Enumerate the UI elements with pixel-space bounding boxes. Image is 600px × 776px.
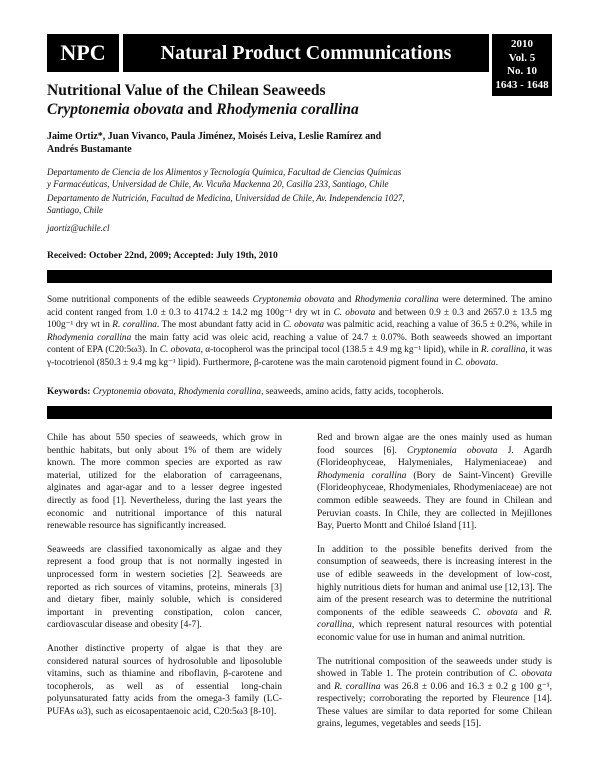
- paragraph-text: was 26.8 ± 0.06 and 16.3 ± 0.2 g 100 g⁻¹, respectively; corroborating the reported by Fleurence [14]. These values are similar to data reported for some Chilean grains, legumes, vegetables and seeds [15].: [317, 681, 553, 730]
- issue-volume: Vol. 5: [508, 51, 536, 64]
- abstract-text: was palmitic acid, reaching a value of 36.5 ± 0.2%, while in: [324, 320, 552, 331]
- affiliation-2: [47, 192, 467, 216]
- paragraph: Seaweeds are classified taxonomically as algae and they represent a food group that is not normally ingested in unprocessed form in western societies [2]. Seaweeds are reported as rich sources of vitamins, proteins, minerals [3] and dietary fiber, mainly soluble, which is considered important in preventing constipation, colon cancer, cardiovascular disease and obesity [4-7].: [47, 544, 282, 631]
- affiliation-2-line2: Santiago, Chile: [47, 205, 103, 215]
- abstract-text: , it was γ-tocotrienol (850.3 ± 9.4 mg kg⁻¹ lipid). Furthermore, β-carotene was the main carotenoid pigment found in: [47, 345, 552, 368]
- paragraph: [317, 544, 552, 645]
- species-name: R. corallina: [317, 607, 552, 631]
- journal-title: Natural Product Communications: [123, 34, 489, 72]
- species-name: Rhodymenia corallina: [354, 295, 439, 305]
- paragraph-text: and: [517, 607, 544, 618]
- paragraph: Another distinctive property of algae is that they are considered natural sources of hydrosoluble and liposoluble vitamins, such as thiamine and riboflavin, β-carotene and tocopherols, as well as of essential long-chain polyunsaturated fatty acids from the omega-3 family (LC-PUFAs ω3), such as eicosapentaenoic acid, C20:5ω3 [8-10].: [47, 643, 282, 717]
- article-title-line1: Nutritional Value of the Chilean Seaweeds: [47, 82, 326, 99]
- paragraph-text: and: [317, 681, 335, 692]
- divider-bar-bottom: [47, 406, 552, 419]
- author-list: [47, 130, 387, 156]
- species-name: Rhodymenia corallina: [317, 470, 407, 481]
- species-name: R. corallina: [112, 320, 157, 331]
- affiliation-1-line1: Departamento de Ciencia de los Alimentos y Tecnología Química, Facultad de Ciencias Químicas: [47, 167, 402, 177]
- keywords-label: Keywords:: [47, 387, 91, 397]
- paragraph: Chile has about 550 species of seaweeds, which grow in benthic habitats, but only about 1% of them are widely known. The more common species are exported as raw material, utilized for the elaboration of carrageenans, alginates and agar-agar and to a lesser degree ingested directly as food [1]. Nevertheless, during the last years the economic and nutritional importance of this natural renewable resource has significantly increased.: [47, 433, 282, 532]
- body-column-right: [317, 432, 552, 742]
- article-title-line2: [47, 101, 359, 119]
- journal-badge: NPC: [47, 34, 119, 72]
- species-name: Cryptonemia obovata: [252, 295, 335, 305]
- species-name: C. obovata: [472, 607, 518, 618]
- authors-line1: Jaime Ortiz*, Juan Vivanco, Paula Jiménez, Moisés Leiva, Leslie Ramírez and: [47, 131, 382, 142]
- issue-number: No. 10: [507, 65, 537, 77]
- species-name: C. obovata: [283, 320, 325, 331]
- keywords-rest: , seaweeds, amino acids, fatty acids, tocopherols.: [261, 387, 444, 397]
- species-name: Rhodymenia corallina: [47, 332, 132, 343]
- species-name: R. corallina: [480, 345, 526, 356]
- title-and: and: [183, 101, 217, 118]
- species-name: R. corallina: [334, 681, 381, 692]
- paragraph-text: (Bory de Saint-Vincent) Greville (Florideophyceae, Rhodymeniales, Rhodymeniaceae) are not common edible seaweeds. They are found in Chilean and Peruvian coasts. In Chile, they are collected in Mejillones Bay, Puerto Montt and Chiloé Island [11].: [317, 470, 552, 532]
- paragraph-text: In addition to the possible benefits derived from the consumption of seaweeds, there is increasing interest in the use of edible seaweeds in the development of low-cost, highly nutritious diets for human and animal use [12,13]. The aim of the present research was to determine the nutritional components of the edible seaweeds: [317, 544, 552, 618]
- species-name: C. obovata: [159, 345, 201, 356]
- affiliation-2-line1: Departamento de Nutrición, Facultad de Medicina, Universidad de Chile, Av. Independencia 1027,: [47, 193, 405, 203]
- abstract-text: .: [495, 357, 499, 368]
- title-species-1: Cryptonemia obovata: [47, 101, 184, 118]
- issue-info: [492, 34, 552, 96]
- species-name: C. obovata: [454, 357, 496, 368]
- keyword: Rhodymenia corallina: [178, 387, 262, 397]
- issue-pages: 1643 - 1648: [495, 78, 549, 91]
- keyword: Cryptonemia obovata: [92, 387, 174, 397]
- body-column-left: [47, 432, 282, 729]
- paragraph-text: The nutritional composition of the seaweeds under study is showed in Table 1. The protein contribution of: [317, 656, 552, 680]
- paragraph: [317, 432, 552, 533]
- authors-line2: Andrés Bustamante: [47, 144, 132, 155]
- issue-year: 2010: [511, 38, 533, 50]
- abstract: [47, 294, 552, 370]
- corresponding-email[interactable]: jaortiz@uchile.cl: [47, 223, 110, 233]
- abstract-text: the main fatty acid was oleic acid, reaching a value of 24.7 ± 0.07%. Both seaweeds showed an important content of EPA (C20:5ω3). In: [47, 332, 552, 356]
- species-name: C. obovata: [508, 669, 552, 680]
- abstract-text: Some nutritional components of the edible seaweeds: [47, 295, 253, 305]
- abstract-text: and between 0.9 ± 0.3 and 2657.0 ± 13.5 mg 100g⁻¹ dry wt in: [47, 307, 552, 331]
- keyword-separator: ,: [173, 387, 179, 397]
- species-name: Cryptonemia obovata: [407, 445, 498, 456]
- species-name: C. obovata: [333, 307, 376, 318]
- abstract-text: , α-tocopherol was the principal tocol (138.5 ± 4.9 mg kg⁻¹ lipid), while in: [200, 345, 481, 356]
- keywords: [47, 387, 552, 397]
- paragraph-text: Red and brown algae are the ones mainly used as human food sources [6].: [317, 433, 552, 456]
- paragraph-text: , which represent natural resources with potential economic value for use in human and animal nutrition.: [317, 620, 552, 643]
- title-species-2: Rhodymenia corallina: [216, 101, 359, 118]
- affiliation-1: [47, 166, 467, 190]
- abstract-text: . The most abundant fatty acid in: [156, 320, 284, 331]
- affiliation-1-line2: y Farmacéuticas, Universidad de Chile, Av. Vicuña Mackenna 20, Casilla 233, Santiago, Chile: [47, 179, 389, 189]
- paragraph-text: J. Agardh (Florideophyceae, Halymeniales, Halymeniaceae) and: [317, 445, 552, 469]
- abstract-text: were determined. The amino acid content ranged from 1.0 ± 0.3 to 4174.2 ± 14.2 mg 100g⁻¹ dry wt in: [47, 295, 553, 318]
- abstract-text: and: [334, 295, 355, 305]
- divider-bar-top: [47, 270, 552, 283]
- received-accepted-dates: Received: October 22nd, 2009; Accepted: July 19th, 2010: [47, 251, 278, 261]
- paragraph: [317, 656, 552, 732]
